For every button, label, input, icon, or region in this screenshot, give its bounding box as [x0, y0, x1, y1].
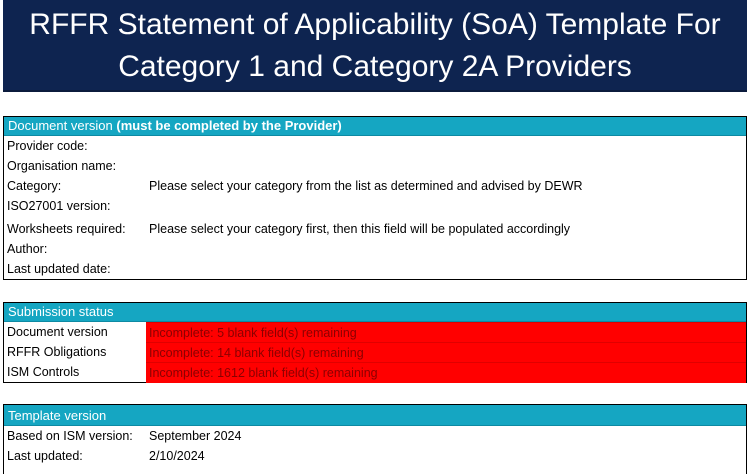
- template-last-updated-value: 2/10/2024: [149, 449, 205, 463]
- based-on-ism-version-label: Based on ISM version:: [7, 429, 133, 443]
- document-version-header-note: (must be completed by the Provider): [116, 118, 342, 133]
- organisation-name-label: Organisation name:: [7, 159, 117, 173]
- status-document-version-row: [4, 322, 746, 342]
- worksheets-required-row[interactable]: [4, 216, 746, 239]
- status-ism-controls-label: ISM Controls: [7, 365, 80, 379]
- category-value[interactable]: Please select your category from the list as determined and advised by DEWR: [149, 179, 583, 193]
- title-line-1: RFFR Statement of Applicability (SoA) Template For: [29, 8, 721, 41]
- last-updated-date-row[interactable]: [4, 259, 746, 279]
- page-title: [3, 0, 747, 92]
- iso27001-version-label: ISO27001 version:: [7, 199, 111, 213]
- author-label: Author:: [7, 242, 48, 256]
- status-document-version-value: Incomplete: 5 blank field(s) remaining: [146, 322, 746, 343]
- status-rffr-obligations-value: Incomplete: 14 blank field(s) remaining: [146, 342, 746, 363]
- submission-status-header: Submission status: [4, 303, 746, 322]
- organisation-name-row[interactable]: [4, 156, 746, 176]
- submission-status-section: [3, 302, 747, 383]
- based-on-ism-version-row: [4, 426, 746, 446]
- status-document-version-label: Document version: [7, 325, 108, 339]
- provider-code-label: Provider code:: [7, 139, 88, 153]
- category-row[interactable]: [4, 176, 746, 196]
- category-label: Category:: [7, 179, 62, 193]
- template-version-header: Template version: [4, 405, 746, 426]
- status-rffr-obligations-row: [4, 342, 746, 362]
- iso27001-version-row[interactable]: [4, 196, 746, 216]
- template-last-updated-label: Last updated:: [7, 449, 83, 463]
- author-row[interactable]: [4, 239, 746, 259]
- status-rffr-obligations-label: RFFR Obligations: [7, 345, 107, 359]
- template-last-updated-row: [4, 446, 746, 466]
- last-updated-date-label: Last updated date:: [7, 262, 111, 276]
- document-version-section: [3, 116, 747, 280]
- provider-code-row[interactable]: [4, 136, 746, 156]
- title-line-2: Category 1 and Category 2A Providers: [118, 50, 632, 83]
- template-version-section: [3, 404, 747, 474]
- document-version-header: [4, 117, 746, 136]
- worksheets-required-value[interactable]: Please select your category first, then this field will be populated accordingly: [149, 222, 571, 236]
- based-on-ism-version-value: September 2024: [149, 429, 242, 443]
- status-ism-controls-row: [4, 362, 746, 382]
- document-version-header-label: Document version: [8, 118, 117, 133]
- worksheets-required-label: Worksheets required:: [7, 222, 126, 236]
- status-ism-controls-value: Incomplete: 1612 blank field(s) remaining: [146, 362, 746, 383]
